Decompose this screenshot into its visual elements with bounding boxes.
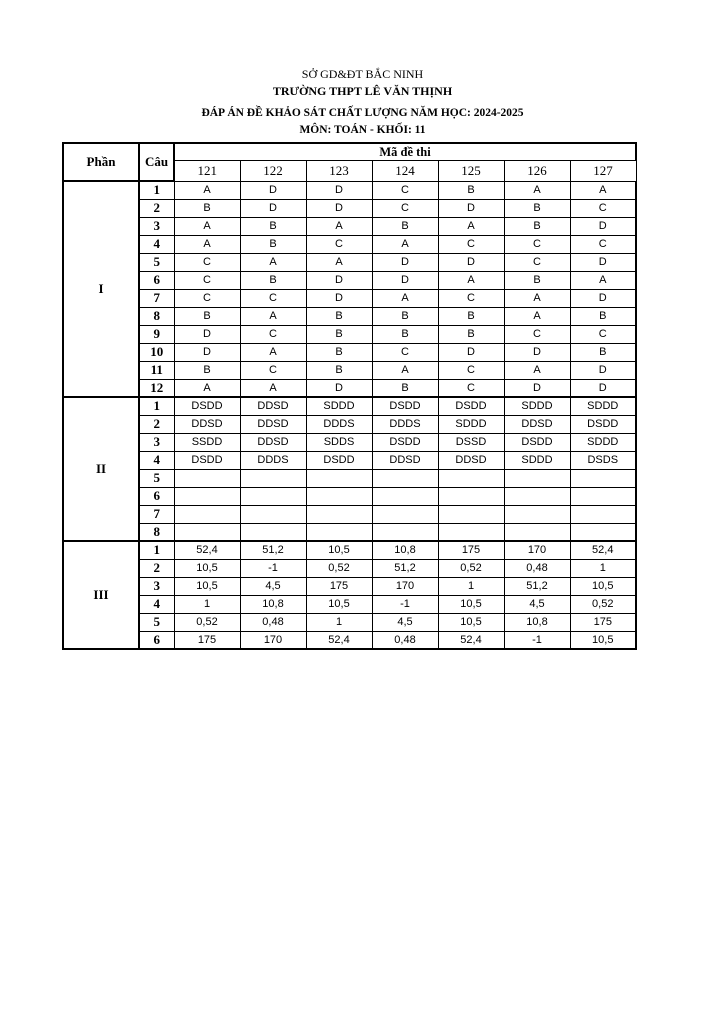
answer-cell: DDDS — [240, 451, 306, 469]
answer-key-table — [62, 142, 637, 650]
answer-cell — [504, 523, 570, 541]
answer-cell: DDSD — [240, 397, 306, 415]
question-number: 4 — [139, 235, 174, 253]
answer-cell: DDSD — [438, 451, 504, 469]
answer-cell: DDSD — [240, 415, 306, 433]
answer-cell: A — [570, 271, 636, 289]
answer-cell: A — [174, 217, 240, 235]
answer-cell: 0,48 — [372, 631, 438, 649]
table-row — [63, 631, 636, 649]
answer-cell: D — [372, 253, 438, 271]
answer-cell: 1 — [306, 613, 372, 631]
answer-cell: 10,8 — [240, 595, 306, 613]
table-row — [63, 379, 636, 397]
answer-cell: A — [438, 217, 504, 235]
answer-cell: 52,4 — [174, 541, 240, 559]
answer-cell: 0,52 — [306, 559, 372, 577]
answer-cell — [240, 469, 306, 487]
answer-cell: C — [372, 181, 438, 199]
answer-cell — [306, 505, 372, 523]
table-row — [63, 253, 636, 271]
answer-cell — [174, 505, 240, 523]
answer-cell — [438, 469, 504, 487]
answer-cell: 10,5 — [174, 577, 240, 595]
answer-cell — [240, 523, 306, 541]
answer-cell: C — [372, 199, 438, 217]
answer-cell — [570, 523, 636, 541]
table-row — [63, 289, 636, 307]
answer-cell: D — [240, 199, 306, 217]
question-number: 1 — [139, 181, 174, 199]
answer-cell: 10,5 — [438, 613, 504, 631]
answer-cell: 52,4 — [438, 631, 504, 649]
answer-cell: 10,5 — [174, 559, 240, 577]
answer-cell: D — [174, 325, 240, 343]
answer-cell: 175 — [306, 577, 372, 595]
answer-cell: D — [438, 253, 504, 271]
answer-cell: DDDS — [372, 415, 438, 433]
question-number: 1 — [139, 397, 174, 415]
answer-cell: D — [570, 361, 636, 379]
question-number: 6 — [139, 631, 174, 649]
table-row — [63, 199, 636, 217]
answer-cell: DSDD — [372, 397, 438, 415]
answer-cell: D — [306, 289, 372, 307]
table-row — [63, 415, 636, 433]
answer-cell: D — [504, 343, 570, 361]
table-row — [63, 433, 636, 451]
answer-cell: D — [504, 379, 570, 397]
answer-cell: B — [306, 343, 372, 361]
question-number: 4 — [139, 595, 174, 613]
question-number: 1 — [139, 541, 174, 559]
answer-cell — [174, 469, 240, 487]
answer-cell: C — [570, 199, 636, 217]
answer-cell: A — [240, 307, 306, 325]
answer-cell: C — [504, 325, 570, 343]
answer-cell: 10,8 — [372, 541, 438, 559]
answer-cell: 4,5 — [372, 613, 438, 631]
answer-cell: D — [306, 199, 372, 217]
answer-cell: D — [306, 379, 372, 397]
answer-cell — [174, 487, 240, 505]
answer-cell: SDDD — [570, 433, 636, 451]
answer-cell: D — [306, 181, 372, 199]
answer-cell: A — [504, 307, 570, 325]
answer-cell: DSDS — [570, 451, 636, 469]
answer-cell: SDDD — [504, 397, 570, 415]
answer-cell: D — [570, 217, 636, 235]
table-row — [63, 487, 636, 505]
answer-cell: 51,2 — [504, 577, 570, 595]
exam-code-header: 121 — [174, 161, 240, 181]
answer-cell: 4,5 — [240, 577, 306, 595]
answer-cell: C — [438, 289, 504, 307]
column-header-question: Câu — [139, 143, 174, 181]
answer-cell: DDSD — [504, 415, 570, 433]
answer-cell: D — [438, 199, 504, 217]
answer-cell: B — [174, 199, 240, 217]
exam-code-header: 122 — [240, 161, 306, 181]
answer-cell: B — [438, 325, 504, 343]
answer-cell: 4,5 — [504, 595, 570, 613]
answer-cell: B — [372, 307, 438, 325]
answer-cell: C — [306, 235, 372, 253]
answer-cell: 170 — [240, 631, 306, 649]
answer-cell: 1 — [438, 577, 504, 595]
part-label: II — [63, 397, 139, 541]
question-number: 8 — [139, 523, 174, 541]
answer-cell: 175 — [570, 613, 636, 631]
answer-cell: C — [438, 235, 504, 253]
table-row — [63, 361, 636, 379]
table-row — [63, 325, 636, 343]
exam-code-header: 124 — [372, 161, 438, 181]
table-row — [63, 271, 636, 289]
answer-cell: D — [570, 379, 636, 397]
answer-cell: 10,8 — [504, 613, 570, 631]
answer-cell: B — [438, 307, 504, 325]
question-number: 5 — [139, 613, 174, 631]
answer-cell: A — [372, 361, 438, 379]
answer-cell: B — [240, 235, 306, 253]
part-label: III — [63, 541, 139, 649]
answer-cell: B — [372, 217, 438, 235]
table-row — [63, 217, 636, 235]
answer-cell: C — [174, 253, 240, 271]
answer-cell: DDDS — [306, 415, 372, 433]
answer-cell: D — [372, 271, 438, 289]
answer-cell — [504, 487, 570, 505]
table-row — [63, 181, 636, 199]
answer-cell: DSDD — [438, 397, 504, 415]
answer-cell: DSDD — [570, 415, 636, 433]
answer-cell: 0,48 — [240, 613, 306, 631]
answer-cell: B — [372, 325, 438, 343]
answer-cell: C — [570, 235, 636, 253]
question-number: 3 — [139, 217, 174, 235]
question-number: 9 — [139, 325, 174, 343]
answer-cell: C — [174, 271, 240, 289]
answer-cell: DDSD — [372, 451, 438, 469]
answer-cell: DSDD — [174, 451, 240, 469]
table-row — [63, 523, 636, 541]
answer-cell: C — [438, 379, 504, 397]
answer-cell: C — [240, 325, 306, 343]
answer-cell: A — [174, 181, 240, 199]
answer-cell — [306, 523, 372, 541]
answer-cell: -1 — [372, 595, 438, 613]
question-number: 3 — [139, 577, 174, 595]
question-number: 2 — [139, 415, 174, 433]
answer-cell: A — [504, 361, 570, 379]
answer-cell: 10,5 — [438, 595, 504, 613]
answer-cell: B — [570, 307, 636, 325]
answer-cell: D — [438, 343, 504, 361]
answer-cell: B — [306, 325, 372, 343]
answer-cell: A — [504, 289, 570, 307]
answer-cell — [438, 487, 504, 505]
answer-cell: A — [306, 253, 372, 271]
question-number: 8 — [139, 307, 174, 325]
answer-cell: 10,5 — [570, 577, 636, 595]
question-number: 10 — [139, 343, 174, 361]
answer-cell: B — [438, 181, 504, 199]
answer-cell: 0,52 — [438, 559, 504, 577]
table-row — [63, 469, 636, 487]
answer-cell — [372, 505, 438, 523]
answer-cell: SDDD — [570, 397, 636, 415]
answer-cell: SDDD — [504, 451, 570, 469]
answer-cell: A — [174, 379, 240, 397]
document-title: ĐÁP ÁN ĐỀ KHẢO SÁT CHẤT LƯỢNG NĂM HỌC: 2024-2025 — [201, 107, 524, 119]
question-number: 5 — [139, 469, 174, 487]
answer-cell: -1 — [240, 559, 306, 577]
part-label: I — [63, 181, 139, 397]
answer-cell: DSDD — [504, 433, 570, 451]
answer-cell: SSDD — [174, 433, 240, 451]
answer-cell: 175 — [438, 541, 504, 559]
answer-cell: C — [504, 235, 570, 253]
answer-cell: C — [438, 361, 504, 379]
answer-cell: D — [570, 253, 636, 271]
answer-cell — [570, 505, 636, 523]
answer-cell: A — [174, 235, 240, 253]
question-number: 2 — [139, 199, 174, 217]
table-row — [63, 541, 636, 559]
question-number: 6 — [139, 271, 174, 289]
exam-code-header: 125 — [438, 161, 504, 181]
answer-cell — [504, 505, 570, 523]
answer-cell: B — [174, 361, 240, 379]
answer-cell: A — [438, 271, 504, 289]
question-number: 7 — [139, 289, 174, 307]
answer-cell: 51,2 — [240, 541, 306, 559]
question-number: 5 — [139, 253, 174, 271]
answer-cell — [504, 469, 570, 487]
answer-cell: D — [570, 289, 636, 307]
answer-cell: 1 — [570, 559, 636, 577]
table-row — [63, 397, 636, 415]
answer-cell: DSDD — [372, 433, 438, 451]
table-row — [63, 307, 636, 325]
answer-cell: D — [174, 343, 240, 361]
answer-cell: B — [372, 379, 438, 397]
table-row — [63, 505, 636, 523]
answer-cell: C — [240, 361, 306, 379]
answer-cell — [438, 523, 504, 541]
answer-cell: DDSD — [240, 433, 306, 451]
answer-cell: A — [372, 235, 438, 253]
answer-cell: 0,52 — [570, 595, 636, 613]
answer-cell: A — [570, 181, 636, 199]
table-row — [63, 577, 636, 595]
answer-cell: A — [240, 379, 306, 397]
answer-cell: B — [504, 217, 570, 235]
answer-cell: A — [240, 253, 306, 271]
answer-cell: 52,4 — [570, 541, 636, 559]
answer-cell — [570, 487, 636, 505]
table-row — [63, 595, 636, 613]
answer-cell: -1 — [504, 631, 570, 649]
answer-cell — [570, 469, 636, 487]
answer-cell: B — [570, 343, 636, 361]
question-number: 6 — [139, 487, 174, 505]
answer-cell: DDSD — [174, 415, 240, 433]
answer-cell: B — [240, 271, 306, 289]
answer-cell: DSSD — [438, 433, 504, 451]
answer-cell: C — [504, 253, 570, 271]
question-number: 7 — [139, 505, 174, 523]
answer-cell: A — [504, 181, 570, 199]
answer-cell: C — [240, 289, 306, 307]
answer-cell — [306, 487, 372, 505]
answer-cell: B — [504, 199, 570, 217]
table-row — [63, 451, 636, 469]
answer-cell: B — [306, 307, 372, 325]
answer-cell: D — [306, 271, 372, 289]
answer-cell: A — [240, 343, 306, 361]
answer-cell — [372, 469, 438, 487]
question-number: 2 — [139, 559, 174, 577]
answer-cell: D — [240, 181, 306, 199]
question-number: 12 — [139, 379, 174, 397]
answer-cell — [240, 505, 306, 523]
answer-cell: DSDD — [306, 451, 372, 469]
answer-cell — [438, 505, 504, 523]
subject-line: MÔN: TOÁN - KHỐI: 11 — [299, 124, 426, 136]
answer-cell: DSDD — [174, 397, 240, 415]
question-number: 4 — [139, 451, 174, 469]
department-name: SỞ GD&ĐT BẮC NINH — [301, 67, 424, 81]
answer-cell: 0,48 — [504, 559, 570, 577]
table-row — [63, 559, 636, 577]
answer-cell: 10,5 — [306, 595, 372, 613]
table-row — [63, 613, 636, 631]
answer-cell: SDDS — [306, 433, 372, 451]
answer-cell: C — [570, 325, 636, 343]
answer-cell: B — [306, 361, 372, 379]
table-row — [63, 235, 636, 253]
answer-cell: B — [504, 271, 570, 289]
answer-cell: A — [306, 217, 372, 235]
exam-code-header: 126 — [504, 161, 570, 181]
answer-cell — [372, 523, 438, 541]
answer-cell: 170 — [504, 541, 570, 559]
answer-cell: B — [174, 307, 240, 325]
answer-cell — [174, 523, 240, 541]
question-number: 3 — [139, 433, 174, 451]
answer-cell — [372, 487, 438, 505]
school-name: TRƯỜNG THPT LÊ VĂN THỊNH — [272, 84, 453, 98]
answer-cell: 10,5 — [306, 541, 372, 559]
answer-cell: A — [372, 289, 438, 307]
answer-cell — [240, 487, 306, 505]
exam-code-header: 123 — [306, 161, 372, 181]
answer-cell: 175 — [174, 631, 240, 649]
answer-cell: 1 — [174, 595, 240, 613]
answer-cell: C — [372, 343, 438, 361]
answer-cell: 170 — [372, 577, 438, 595]
question-number: 11 — [139, 361, 174, 379]
answer-cell: C — [174, 289, 240, 307]
table-row — [63, 343, 636, 361]
answer-cell: 10,5 — [570, 631, 636, 649]
column-header-part: Phần — [63, 143, 139, 181]
answer-cell — [306, 469, 372, 487]
answer-cell: 51,2 — [372, 559, 438, 577]
answer-cell: SDDD — [306, 397, 372, 415]
answer-cell: 0,52 — [174, 613, 240, 631]
answer-cell: B — [240, 217, 306, 235]
column-header-exam-codes: Mã đề thi — [174, 143, 636, 161]
answer-cell: SDDD — [438, 415, 504, 433]
answer-cell: 52,4 — [306, 631, 372, 649]
exam-code-header: 127 — [570, 161, 636, 181]
